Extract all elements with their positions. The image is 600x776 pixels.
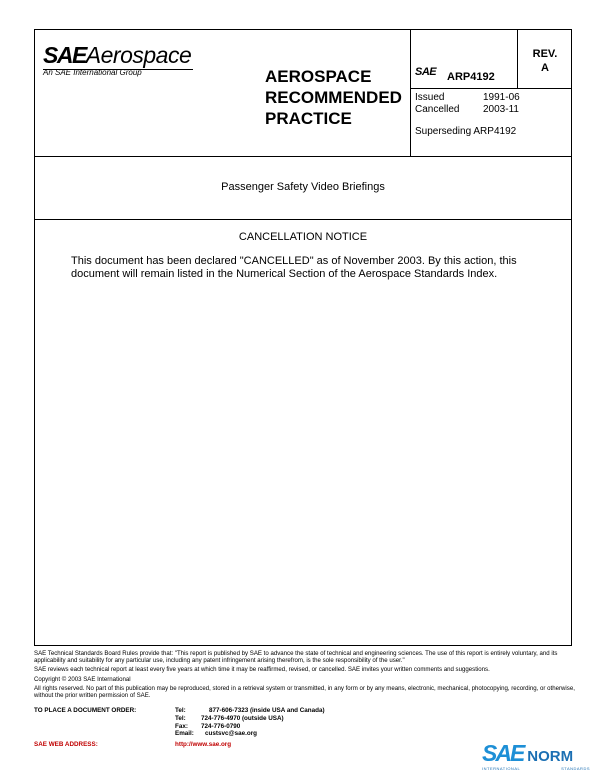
policy-text: SAE Technical Standards Board Rules provide that: "This report is published by SAE to advance the state of technical and engineering sciences. The use of this report is entirely voluntary, and its applicability and suitability for any particular use, including any patent infringement arising therefrom, is the sole responsibility of the user." bbox=[34, 650, 558, 665]
logo-product: Aerospace bbox=[85, 42, 192, 68]
tel2-label: Tel: bbox=[175, 714, 186, 722]
tel1-value: 877-606-7323 (inside USA and Canada) bbox=[209, 707, 325, 714]
sae-aerospace-logo bbox=[43, 42, 191, 77]
rights-text: All rights reserved. No part of this publication may be reproduced, stored in a retrieval system or transmitted, in any form or by any means, electronic, mechanical, photocopying, recording, or otherwise, without the prior written permission of SAE. bbox=[34, 684, 575, 700]
sae-norm-stamp bbox=[482, 742, 590, 771]
web-address-link[interactable]: http://www.sae.org bbox=[175, 741, 232, 748]
order-contacts bbox=[175, 707, 375, 738]
issued-value: 1991-06 bbox=[483, 92, 520, 103]
cancelled-label: Cancelled bbox=[415, 104, 460, 115]
web-address-label: SAE WEB ADDRESS: bbox=[34, 741, 98, 748]
document-type-line-2: RECOMMENDED bbox=[265, 88, 402, 107]
document-frame bbox=[34, 29, 572, 646]
stamp-sub-right: STANDARDS bbox=[561, 766, 590, 771]
cancelled-value: 2003-11 bbox=[483, 104, 519, 115]
header-bottom-rule bbox=[35, 156, 571, 157]
document-dates bbox=[415, 92, 520, 116]
logo-brand: SAE bbox=[43, 42, 86, 68]
notice-body: This document has been declared "CANCELLED" as of November 2003. By this action, this document will remain listed in the Numerical Section of the Aerospace Standards Index. bbox=[71, 255, 517, 280]
email-value: custsvc@sae.org bbox=[205, 730, 257, 738]
title-bottom-rule bbox=[35, 219, 571, 220]
document-number: ARP4192 bbox=[447, 71, 495, 83]
logo-rule bbox=[43, 69, 193, 70]
tel2-value: 724-776-4970 (outside USA) bbox=[201, 714, 284, 722]
notice-heading: CANCELLATION NOTICE bbox=[238, 231, 368, 243]
revision-box bbox=[517, 47, 573, 75]
document-type-line-3: PRACTICE bbox=[265, 109, 352, 128]
stamp-mark: SAE bbox=[482, 740, 524, 766]
review-text: SAE reviews each technical report at least every five years at which time it may be reaffirmed, revised, or cancelled. SAE invites your written comments and suggestions. bbox=[34, 666, 490, 674]
superseding-note: Superseding ARP4192 bbox=[415, 126, 517, 137]
document-type bbox=[265, 66, 402, 129]
order-label: TO PLACE A DOCUMENT ORDER: bbox=[34, 707, 137, 714]
document-type-line-1: AEROSPACE bbox=[265, 67, 372, 86]
stamp-word: NORM bbox=[527, 748, 574, 765]
tel1-label: Tel: bbox=[175, 707, 186, 714]
fax-value: 724-776-0790 bbox=[201, 722, 241, 730]
footer-legal bbox=[34, 650, 579, 701]
document-title: Passenger Safety Video Briefings bbox=[221, 181, 385, 193]
revision-value: A bbox=[541, 62, 549, 74]
header-divider-horizontal bbox=[410, 88, 571, 89]
revision-label: REV. bbox=[532, 48, 558, 60]
header-divider-vertical bbox=[410, 30, 411, 156]
issued-label: Issued bbox=[415, 92, 445, 103]
sae-mark: SAE bbox=[415, 66, 437, 78]
copyright-text: Copyright © 2003 SAE International bbox=[34, 675, 131, 683]
stamp-sub-left: INTERNATIONAL bbox=[482, 766, 521, 771]
logo-tagline: An SAE International Group bbox=[43, 68, 142, 77]
fax-label: Fax: bbox=[175, 722, 188, 730]
email-label: Email: bbox=[175, 730, 194, 738]
